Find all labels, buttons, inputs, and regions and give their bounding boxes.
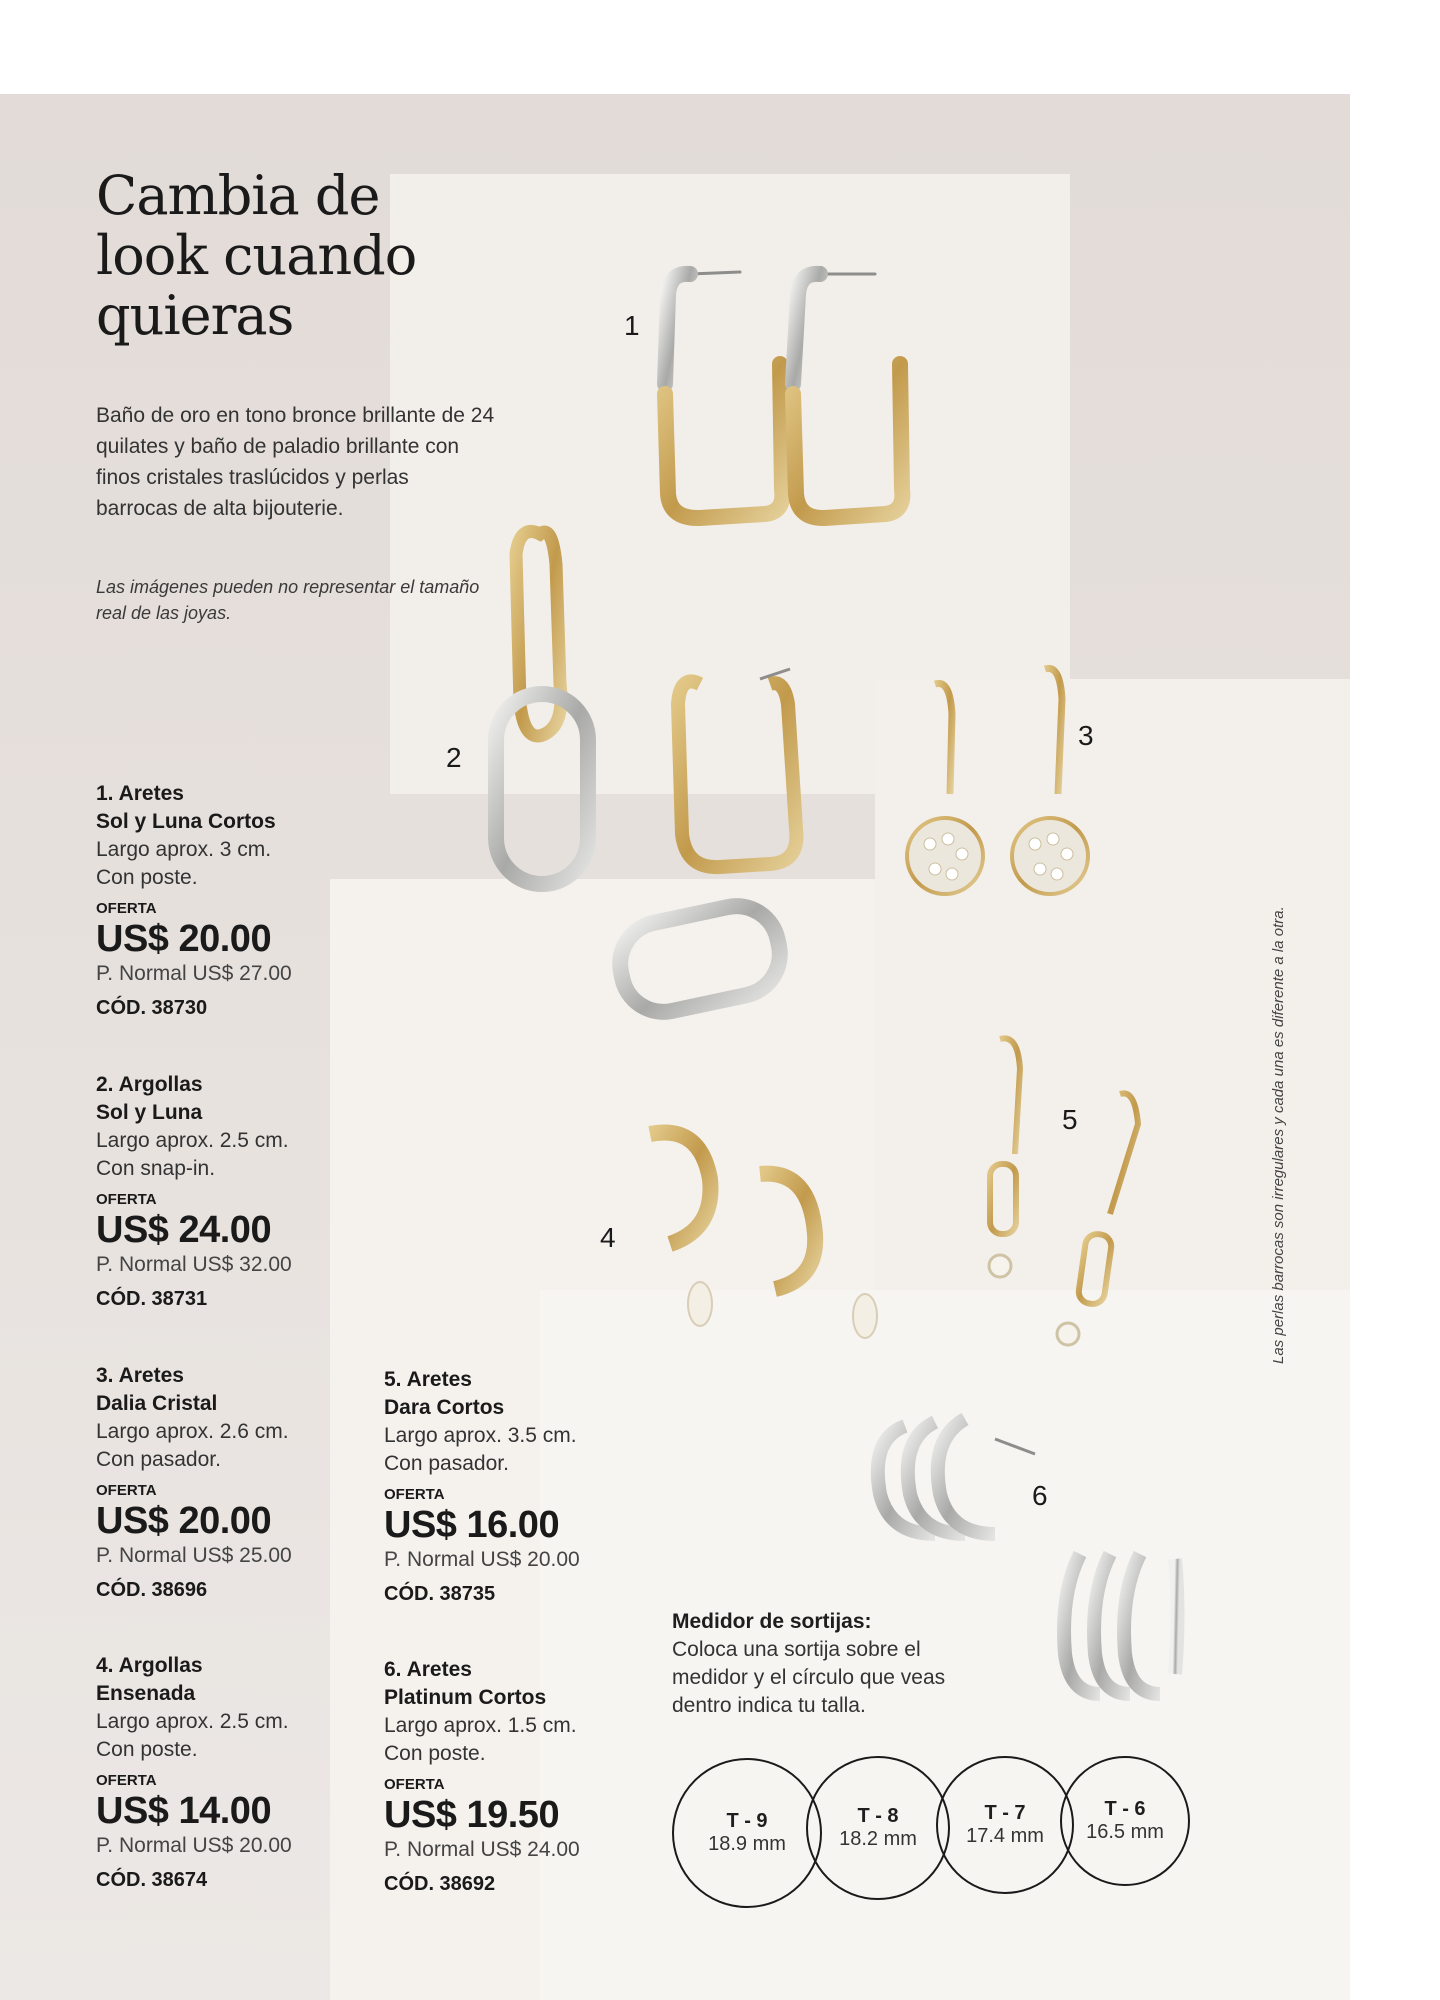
ring-size-mm: 18.2 mm xyxy=(839,1828,917,1850)
product-size: Largo aprox. 1.5 cm. xyxy=(384,1714,577,1737)
offer-label: OFERTA xyxy=(384,1776,445,1793)
offer-price: US$ 19.50 xyxy=(384,1794,560,1836)
offer-label: OFERTA xyxy=(96,1191,157,1208)
product-size: Largo aprox. 3.5 cm. xyxy=(384,1424,577,1447)
ring-size-mm: 18.9 mm xyxy=(708,1833,786,1855)
product-name: Dara Cortos xyxy=(384,1396,505,1419)
product-6 xyxy=(384,1656,664,1896)
product-1 xyxy=(96,780,376,1020)
side-note: Las perlas barrocas son irregulares y cada una es diferente a la otra. xyxy=(1270,906,1287,1364)
ring-size-t7 xyxy=(936,1756,1074,1894)
product-4 xyxy=(96,1652,376,1892)
ring-size-label: T - 9 xyxy=(726,1810,768,1832)
product-closure: Con poste. xyxy=(96,866,198,889)
offer-price: US$ 20.00 xyxy=(96,918,272,960)
product-size: Largo aprox. 2.5 cm. xyxy=(96,1129,289,1152)
product-size: Largo aprox. 2.6 cm. xyxy=(96,1420,289,1443)
ring-size-label: T - 7 xyxy=(984,1802,1026,1824)
normal-price: P. Normal US$ 20.00 xyxy=(96,1834,292,1857)
photo-number-3: 3 xyxy=(1078,720,1094,751)
product-code: CÓD. 38692 xyxy=(384,1873,496,1895)
normal-price: P. Normal US$ 27.00 xyxy=(96,962,292,985)
offer-label: OFERTA xyxy=(96,1482,157,1499)
offer-price: US$ 24.00 xyxy=(96,1209,272,1251)
normal-price: P. Normal US$ 24.00 xyxy=(384,1838,580,1861)
normal-price: P. Normal US$ 32.00 xyxy=(96,1253,292,1276)
ring-size-t6 xyxy=(1060,1756,1190,1886)
product-2 xyxy=(96,1071,376,1311)
product-name: Platinum Cortos xyxy=(384,1686,547,1709)
headline: Cambia de look cuando quieras xyxy=(96,164,417,347)
ring-sizer-description: Coloca una sortija sobre el medidor y el círculo que veas dentro indica tu talla. xyxy=(672,1638,946,1717)
ring-sizer-title: Medidor de sortijas: xyxy=(672,1610,872,1633)
ring-size-t9 xyxy=(672,1758,822,1908)
product-title: 2. Argollas xyxy=(96,1073,203,1096)
product-size: Largo aprox. 2.5 cm. xyxy=(96,1710,289,1733)
product-name: Dalia Cristal xyxy=(96,1392,218,1415)
earring-sol-luna-cortos xyxy=(665,272,902,518)
catalog-page xyxy=(0,94,1350,2000)
intro-text: Baño de oro en tono bronce brillante de 24 quilates y baño de paladio brillante con finos cristales traslúcidos y perlas barrocas de alta bijouterie. xyxy=(96,404,495,520)
product-title: 5. Aretes xyxy=(384,1368,472,1391)
product-closure: Con pasador. xyxy=(384,1452,509,1475)
offer-label: OFERTA xyxy=(96,900,157,917)
offer-label: OFERTA xyxy=(96,1772,157,1789)
disclaimer: Las imágenes pueden no representar el tamaño real de las joyas. xyxy=(96,577,480,623)
product-code: CÓD. 38674 xyxy=(96,1869,208,1891)
offer-price: US$ 16.00 xyxy=(384,1504,560,1546)
ring-sizer-info xyxy=(672,1608,1002,1720)
product-name: Ensenada xyxy=(96,1682,196,1705)
product-code: CÓD. 38730 xyxy=(96,997,208,1019)
product-size: Largo aprox. 3 cm. xyxy=(96,838,272,861)
product-title: 4. Argollas xyxy=(96,1654,203,1677)
product-5 xyxy=(384,1366,664,1606)
ring-size-label: T - 6 xyxy=(1104,1798,1146,1820)
product-code: CÓD. 38696 xyxy=(96,1579,208,1601)
product-closure: Con snap-in. xyxy=(96,1157,216,1180)
normal-price: P. Normal US$ 25.00 xyxy=(96,1544,292,1567)
ring-size-mm: 17.4 mm xyxy=(966,1825,1044,1847)
product-name: Sol y Luna xyxy=(96,1101,203,1124)
offer-price: US$ 20.00 xyxy=(96,1500,272,1542)
earring-dara-cortos xyxy=(989,1038,1138,1345)
photo-number-6: 6 xyxy=(1032,1480,1048,1511)
product-code: CÓD. 38731 xyxy=(96,1288,208,1310)
photo-number-2: 2 xyxy=(446,742,462,773)
product-title: 1. Aretes xyxy=(96,782,184,805)
normal-price: P. Normal US$ 20.00 xyxy=(384,1548,580,1571)
product-title: 3. Aretes xyxy=(96,1364,184,1387)
offer-price: US$ 14.00 xyxy=(96,1790,272,1832)
offer-label: OFERTA xyxy=(384,1486,445,1503)
product-closure: Con poste. xyxy=(96,1738,198,1761)
photo-number-4: 4 xyxy=(600,1222,616,1253)
product-name: Sol y Luna Cortos xyxy=(96,810,276,833)
product-code: CÓD. 38735 xyxy=(384,1583,496,1605)
ring-size-t8 xyxy=(806,1756,950,1900)
earring-argollas-sol-luna xyxy=(496,532,796,1020)
product-3 xyxy=(96,1362,376,1602)
product-closure: Con poste. xyxy=(384,1742,486,1765)
ring-size-mm: 16.5 mm xyxy=(1086,1821,1164,1843)
ring-size-label: T - 8 xyxy=(857,1805,899,1827)
earring-dalia-cristal xyxy=(907,668,1088,894)
photo-number-1: 1 xyxy=(624,310,640,341)
photo-number-5: 5 xyxy=(1062,1104,1078,1135)
product-closure: Con pasador. xyxy=(96,1448,221,1471)
product-title: 6. Aretes xyxy=(384,1658,472,1681)
earring-argollas-ensenada xyxy=(650,1132,877,1338)
